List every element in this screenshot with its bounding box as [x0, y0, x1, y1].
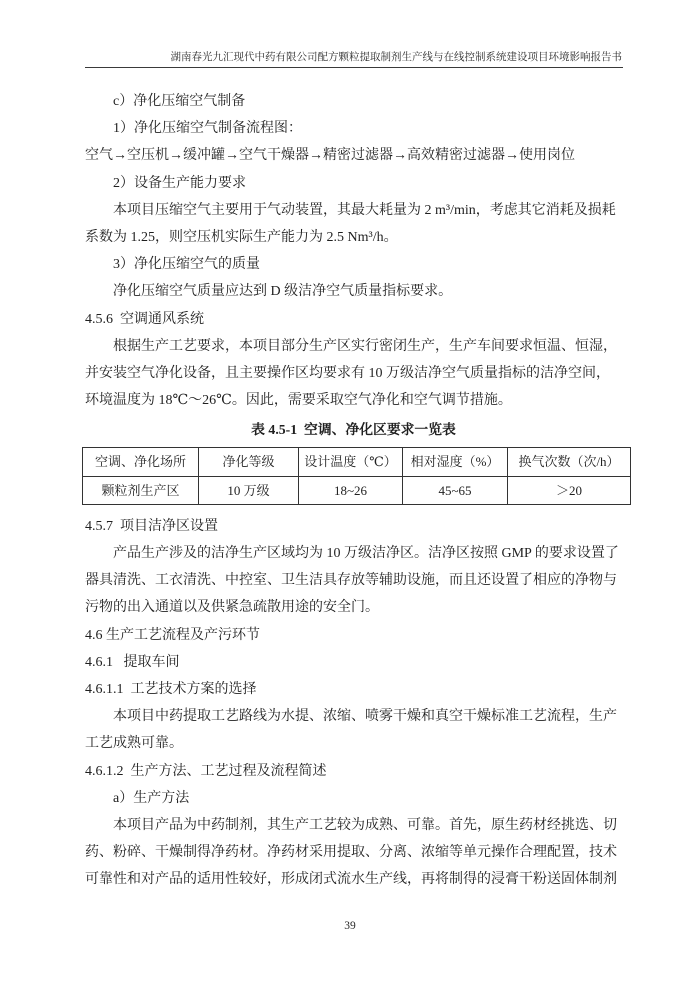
section-heading: 4.6.1.2 生产方法、工艺过程及流程简述 — [85, 763, 327, 779]
text-line: 1）净化压缩空气制备流程图： — [113, 121, 302, 137]
table-header-row — [83, 448, 631, 476]
table-cell: 18~26 — [299, 476, 403, 504]
process-flow-line: 空气→空压机→缓冲罐→空气干燥器→精密过滤器→高效精密过滤器→使用岗位 — [85, 148, 575, 164]
header-divider — [85, 67, 623, 68]
text-line: 污物的出入通道以及供紧急疏散用途的安全门。 — [85, 600, 379, 616]
text-line: a）生产方法 — [113, 790, 190, 806]
document-body — [85, 88, 622, 894]
table-header-cell: 空调、净化场所 — [83, 448, 199, 476]
table-header-cell: 设计温度（℃） — [299, 448, 403, 476]
table-header-cell: 相对湿度（%） — [403, 448, 508, 476]
text-line: 工艺成熟可靠。 — [85, 736, 183, 752]
text-line: 3）净化压缩空气的质量 — [113, 257, 260, 273]
text-line: 2）设备生产能力要求 — [113, 175, 246, 191]
table-row — [83, 476, 631, 504]
section-heading: 4.6 生产工艺流程及产污环节 — [85, 627, 260, 643]
text-line: 系数为 1.25，则空压机实际生产能力为 2.5 Nm³/h。 — [85, 230, 398, 246]
text-line: 环境温度为 18℃～26℃。因此，需要采取空气净化和空气调节措施。 — [85, 393, 512, 409]
page-number: 39 — [344, 920, 356, 932]
text-line: 药、粉碎、干燥制得净药材。净药材采用提取、分离、浓缩等单元操作合理配置，技术 — [85, 845, 617, 861]
text-line: 可靠性和对产品的适用性较好，形成闭式流水生产线，再将制得的浸膏干粉送固体制剂 — [85, 872, 617, 888]
table-cell: ＞20 — [508, 476, 631, 504]
section-heading: 4.5.7 项目洁净区设置 — [85, 518, 218, 534]
section-heading: 4.6.1.1 工艺技术方案的选择 — [85, 682, 257, 698]
table-header-cell: 净化等级 — [199, 448, 299, 476]
table-cell: 10 万级 — [199, 476, 299, 504]
section-heading: 4.6.1 提取车间 — [85, 654, 180, 670]
hvac-requirements-table — [82, 447, 631, 504]
text-line: 并安装空气净化设备，且主要操作区均要求有 10 万级洁净空气质量指标的洁净空间， — [85, 366, 610, 382]
section-heading: 4.5.6 空调通风系统 — [85, 311, 204, 327]
text-line: 本项目产品为中药制剂，其生产工艺较为成熟、可靠。首先，原生药材经挑选、切 — [113, 818, 617, 834]
table-cell: 颗粒剂生产区 — [83, 476, 199, 504]
page-header-title: 湖南春光九汇现代中药有限公司配方颗粒提取制剂生产线与在线控制系统建设项目环境影响报告书 — [170, 52, 622, 63]
text-line: 本项目中药提取工艺路线为水提、浓缩、喷雾干燥和真空干燥标准工艺流程，生产 — [113, 709, 617, 725]
text-line: 本项目压缩空气主要用于气动装置，其最大耗量为 2 m³/min，考虑其它消耗及损耗 — [113, 202, 616, 218]
text-line: 器具清洗、工衣清洗、中控室、卫生洁具存放等辅助设施，而且还设置了相应的净物与 — [85, 573, 617, 589]
table-header-cell: 换气次数（次/h） — [508, 448, 631, 476]
text-line: 产品生产涉及的洁净生产区域均为 10 万级洁净区。洁净区按照 GMP 的要求设置了 — [113, 546, 619, 562]
text-line: 根据生产工艺要求，本项目部分生产区实行密闭生产，生产车间要求恒温、恒湿， — [113, 338, 617, 354]
text-line: c）净化压缩空气制备 — [113, 94, 246, 109]
table-title: 表 4.5-1 空调、净化区要求一览表 — [251, 422, 456, 438]
table-cell: 45~65 — [403, 476, 508, 504]
text-line: 净化压缩空气质量应达到 D 级洁净空气质量指标要求。 — [113, 284, 453, 300]
